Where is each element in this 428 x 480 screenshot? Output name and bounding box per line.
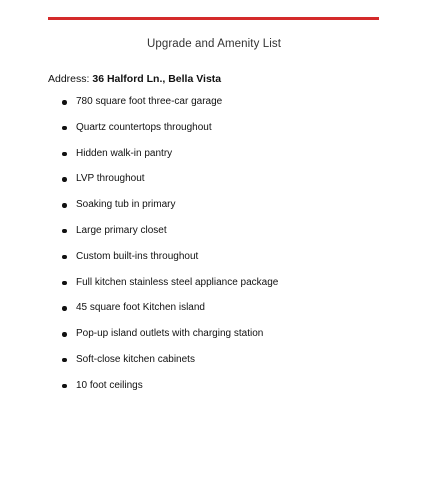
amenity-list-item — [62, 353, 278, 379]
bullet-icon — [62, 384, 67, 389]
bullet-icon — [62, 306, 67, 311]
amenity-text: Large primary closet — [76, 224, 167, 236]
amenity-list-item — [62, 379, 278, 405]
amenity-text: 45 square foot Kitchen island — [76, 302, 205, 314]
address-label: Address: — [48, 73, 93, 85]
bullet-icon — [62, 281, 67, 286]
address-value: 36 Halford Ln., Bella Vista — [92, 73, 222, 85]
amenity-list-item — [62, 198, 278, 224]
bullet-icon — [62, 126, 67, 131]
amenity-list-item — [62, 301, 278, 327]
amenity-list-item — [62, 224, 278, 250]
amenity-list-item — [62, 327, 278, 353]
amenity-list-item — [62, 172, 278, 198]
amenity-text: Full kitchen stainless steel appliance package — [76, 276, 279, 288]
bullet-icon — [62, 332, 67, 337]
amenity-text: 780 square foot three-car garage — [76, 96, 223, 107]
amenity-list-item — [62, 147, 278, 173]
page-title: Upgrade and Amenity List — [146, 38, 282, 50]
amenity-text: Custom built-ins throughout — [76, 250, 199, 262]
bullet-icon — [62, 255, 67, 260]
amenity-list-item — [62, 95, 278, 121]
bullet-icon — [62, 100, 67, 105]
bullet-icon — [62, 203, 67, 208]
amenity-text: Hidden walk-in pantry — [76, 147, 173, 159]
address-line — [48, 73, 221, 85]
bullet-icon — [62, 229, 67, 234]
amenity-text: 10 foot ceilings — [76, 379, 143, 391]
amenity-list-item — [62, 276, 278, 302]
amenity-list — [62, 95, 278, 405]
bullet-icon — [62, 152, 67, 157]
amenity-text: LVP throughout — [76, 173, 145, 185]
amenity-text: Pop-up island outlets with charging station — [76, 328, 264, 340]
amenity-list-item — [62, 121, 278, 147]
bullet-icon — [62, 177, 67, 182]
amenity-text: Soaking tub in primary — [76, 199, 176, 211]
amenity-text: Quartz countertops throughout — [76, 121, 212, 133]
bullet-icon — [62, 358, 67, 363]
top-red-rule — [48, 17, 379, 20]
amenity-text: Soft-close kitchen cabinets — [76, 353, 195, 365]
amenity-list-item — [62, 250, 278, 276]
